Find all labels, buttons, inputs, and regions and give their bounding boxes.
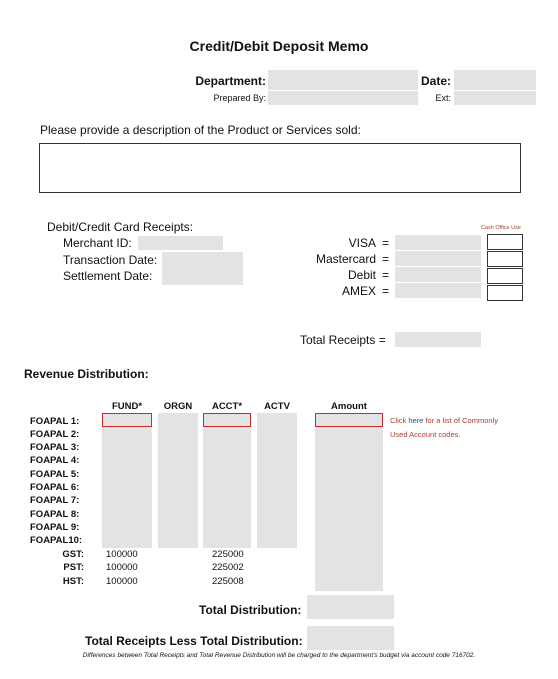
foapal-label: FOAPAL 1:: [30, 416, 80, 427]
ext-label: Ext:: [435, 93, 451, 103]
mastercard-amount-field[interactable]: [395, 251, 481, 266]
mastercard-label: Mastercard: [315, 252, 376, 266]
debit-amount-field[interactable]: [395, 267, 481, 282]
gst-fund-value: 100000: [106, 549, 138, 560]
account-codes-note: [390, 416, 498, 425]
merchant-id-field[interactable]: [138, 236, 223, 250]
note-prefix: Click: [390, 416, 409, 425]
foapal-label: FOAPAL 9:: [30, 522, 80, 533]
fund-column-fields[interactable]: [102, 413, 152, 548]
total-receipts-label: Total Receipts =: [300, 333, 386, 347]
prepared-by-label: Prepared By:: [213, 93, 266, 103]
foapal1-acct-field[interactable]: [203, 413, 251, 427]
account-codes-note-line2: Used Account codes.: [390, 430, 461, 439]
actv-column-fields[interactable]: [257, 413, 297, 548]
col-acct: ACCT*: [211, 401, 243, 412]
visa-cash-office-box[interactable]: [487, 234, 523, 250]
foapal-label: FOAPAL 7:: [30, 495, 80, 506]
col-orgn: ORGN: [163, 401, 193, 412]
date-field[interactable]: [454, 70, 536, 90]
amount-column-fields[interactable]: [315, 413, 383, 591]
foapal-label: FOAPAL 5:: [30, 469, 80, 480]
debit-equals: =: [382, 268, 390, 282]
total-receipts-field[interactable]: [395, 332, 481, 347]
orgn-column-fields[interactable]: [158, 413, 198, 548]
foapal-label: FOAPAL10:: [30, 535, 83, 546]
prepared-by-field[interactable]: [268, 91, 418, 105]
foapal-label: FOAPAL 4:: [30, 455, 80, 466]
department-label: Department:: [195, 74, 266, 88]
debit-cash-office-box[interactable]: [487, 268, 523, 284]
receipts-heading: Debit/Credit Card Receipts:: [47, 220, 194, 234]
note-suffix: for a list of Commonly: [423, 416, 498, 425]
visa-equals: =: [382, 236, 390, 250]
footer-note: Differences between Total Receipts and Total Revenue Distribution will be charged to the department's budget via account code 716702.: [82, 652, 476, 659]
department-field[interactable]: [268, 70, 418, 90]
foapal-label: FOAPAL 2:: [30, 429, 80, 440]
page-title: Credit/Debit Deposit Memo: [189, 38, 369, 54]
here-link[interactable]: here: [408, 416, 424, 425]
transaction-date-label: Transaction Date:: [63, 253, 158, 267]
col-actv: ACTV: [264, 401, 290, 412]
hst-fund-value: 100000: [106, 576, 138, 587]
mastercard-equals: =: [382, 252, 390, 266]
mastercard-cash-office-box[interactable]: [487, 251, 523, 267]
col-fund: FUND*: [111, 401, 143, 412]
cash-office-use-label: Cash Office Use: [481, 225, 521, 231]
visa-amount-field[interactable]: [395, 235, 481, 250]
total-distribution-label: Total Distribution:: [199, 603, 302, 617]
foapal-label: FOAPAL 3:: [30, 442, 80, 453]
amex-amount-field[interactable]: [395, 283, 481, 298]
total-distribution-field[interactable]: [307, 595, 394, 619]
foapal-label: FOAPAL 8:: [30, 509, 80, 520]
description-textarea[interactable]: [39, 143, 521, 193]
total-less-field[interactable]: [307, 626, 394, 650]
gst-label: GST:: [62, 549, 84, 560]
ext-field[interactable]: [454, 91, 536, 105]
amex-equals: =: [382, 284, 390, 298]
debit-label: Debit: [347, 268, 376, 282]
revenue-heading: Revenue Distribution:: [24, 367, 149, 381]
settlement-date-label: Settlement Date:: [63, 269, 153, 283]
merchant-id-label: Merchant ID:: [63, 236, 132, 250]
foapal1-fund-field[interactable]: [102, 413, 152, 427]
hst-label: HST:: [62, 576, 84, 587]
gst-acct-value: 225000: [212, 549, 244, 560]
foapal-label: FOAPAL 6:: [30, 482, 80, 493]
col-amount: Amount: [331, 401, 367, 412]
transaction-settlement-date-field[interactable]: [162, 252, 243, 285]
acct-column-fields[interactable]: [203, 413, 251, 548]
pst-acct-value: 225002: [212, 562, 244, 573]
amex-label: AMEX: [341, 284, 376, 298]
amex-cash-office-box[interactable]: [487, 285, 523, 301]
foapal1-amount-field[interactable]: [315, 413, 383, 427]
pst-fund-value: 100000: [106, 562, 138, 573]
date-label: Date:: [420, 74, 451, 88]
total-less-label: Total Receipts Less Total Distribution:: [85, 634, 303, 648]
pst-label: PST:: [63, 562, 84, 573]
visa-label: VISA: [348, 236, 376, 250]
description-prompt: Please provide a description of the Product or Services sold:: [40, 123, 361, 137]
hst-acct-value: 225008: [212, 576, 244, 587]
